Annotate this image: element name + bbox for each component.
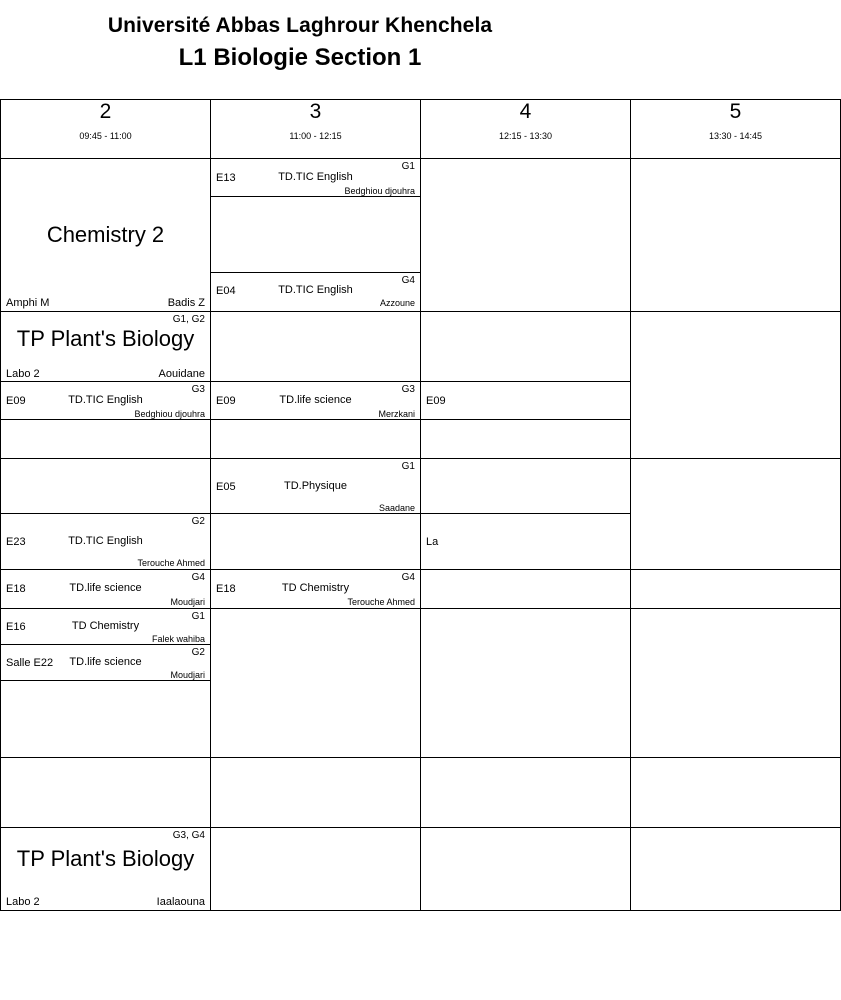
event-td-tic-english-g2[interactable] <box>1 514 210 569</box>
table-row <box>0 609 841 758</box>
event-td-chemistry-g4[interactable] <box>211 570 420 608</box>
event-room: E18 <box>216 583 236 595</box>
cell-subdivisions <box>211 459 420 569</box>
event-room: E16 <box>6 621 26 633</box>
event-tp-plants-biology[interactable] <box>1 312 210 382</box>
cell-r1-c2[interactable] <box>1 159 211 312</box>
slot-number: 5 <box>729 100 742 123</box>
table-row <box>0 828 841 911</box>
cell-r2-c4[interactable] <box>421 312 631 459</box>
event-teacher: Falek wahiba <box>151 634 205 644</box>
event-title: TD.life science <box>69 655 142 668</box>
cell-subdivisions <box>1 312 210 458</box>
event-room: E18 <box>6 583 26 595</box>
table-row <box>0 758 841 828</box>
event-title: TD.TIC English <box>68 393 143 406</box>
event-group: G2 <box>191 516 205 527</box>
column-header-4 <box>421 100 631 159</box>
event-title: TD Chemistry <box>281 581 350 594</box>
cell-subdivisions <box>1 459 210 569</box>
event-room: E09 <box>426 395 446 407</box>
cell-r5-c3[interactable] <box>211 609 421 758</box>
event-title: TD.Physique <box>284 479 347 492</box>
timetable-grid <box>0 99 841 911</box>
event-room: Labo 2 <box>6 368 40 380</box>
event-empty[interactable] <box>1 459 210 514</box>
event-room: E04 <box>216 285 236 297</box>
event-room-only[interactable] <box>421 382 630 420</box>
event-td-tic-english-g1[interactable] <box>211 159 420 197</box>
cell-r7-c4[interactable] <box>421 828 631 911</box>
event-teacher: Bedghiou djouhra <box>134 409 205 419</box>
table-row <box>0 159 841 312</box>
event-empty[interactable] <box>211 197 420 273</box>
event-title: Chemistry 2 <box>46 222 165 247</box>
event-title: TD.life science <box>279 393 352 406</box>
event-room: E09 <box>216 395 236 407</box>
column-header-2 <box>1 100 211 159</box>
cell-r3-c5[interactable] <box>631 459 841 570</box>
cell-r4-c3[interactable] <box>211 570 421 609</box>
event-title: TD.TIC English <box>68 534 143 547</box>
cell-subdivisions <box>1 609 210 757</box>
event-empty[interactable] <box>211 420 420 458</box>
event-room: Amphi M <box>6 297 50 309</box>
event-room: Salle E22 <box>6 657 54 669</box>
cell-r6-c3[interactable] <box>211 758 421 828</box>
cell-subdivisions <box>211 312 420 458</box>
event-title: TD.TIC English <box>278 283 353 296</box>
event-teacher: Iaalaouna <box>156 896 205 908</box>
table-row <box>0 459 841 570</box>
cell-r2-c3[interactable] <box>211 312 421 459</box>
event-teacher: Bedghiou djouhra <box>344 186 415 196</box>
event-room-partial[interactable] <box>421 514 630 569</box>
event-group: G3 <box>191 384 205 395</box>
cell-subdivisions <box>421 459 630 569</box>
cell-r2-c2[interactable] <box>1 312 211 459</box>
event-room: E05 <box>216 480 236 493</box>
event-group: G1, G2 <box>172 314 205 325</box>
cell-r7-c2[interactable] <box>1 828 211 911</box>
cell-r3-c3[interactable] <box>211 459 421 570</box>
event-teacher: Merzkani <box>378 409 415 419</box>
event-teacher: Aouidane <box>158 368 205 380</box>
cell-r7-c3[interactable] <box>211 828 421 911</box>
event-group: G3 <box>401 384 415 395</box>
event-group: G1 <box>401 161 415 172</box>
cell-r4-c5[interactable] <box>631 570 841 609</box>
slot-time: 13:30 - 14:45 <box>708 131 763 142</box>
event-empty[interactable] <box>211 514 420 569</box>
event-title: TD.life science <box>69 581 142 594</box>
table-row <box>0 570 841 609</box>
cell-r3-c2[interactable] <box>1 459 211 570</box>
event-teacher: Azzoune <box>379 298 415 308</box>
cell-r7-c5[interactable] <box>631 828 841 911</box>
event-teacher: Terouche Ahmed <box>137 558 205 568</box>
cell-subdivisions <box>421 312 630 458</box>
event-tp-plants-biology-g34[interactable] <box>1 828 210 910</box>
event-teacher: Moudjari <box>170 670 205 680</box>
event-group: G4 <box>191 572 205 583</box>
event-group: G4 <box>401 572 415 583</box>
cell-r4-c2[interactable] <box>1 570 211 609</box>
event-title: TD Chemistry <box>71 619 140 632</box>
event-empty[interactable] <box>421 459 630 514</box>
event-room: La <box>426 535 439 548</box>
event-room: Labo 2 <box>6 896 40 908</box>
column-header-3 <box>211 100 421 159</box>
university-name: Université Abbas Laghrour Khenchela <box>107 14 493 37</box>
event-td-chemistry-g1[interactable] <box>1 609 210 645</box>
page-title: L1 Biologie Section 1 <box>178 44 422 71</box>
cell-r5-c2[interactable] <box>1 609 211 758</box>
event-title: TD.TIC English <box>278 170 353 183</box>
event-teacher: Moudjari <box>170 597 205 607</box>
cell-r3-c4[interactable] <box>421 459 631 570</box>
event-empty[interactable] <box>421 420 630 458</box>
cell-r1-c4[interactable] <box>421 159 631 312</box>
table-header-row <box>0 100 841 159</box>
event-empty[interactable] <box>421 312 630 382</box>
event-title: TP Plant's Biology <box>16 846 195 872</box>
event-chemistry-2[interactable] <box>1 159 210 311</box>
cell-subdivisions <box>211 159 420 309</box>
event-td-life-science-g4[interactable] <box>1 570 210 608</box>
event-td-life-science-g2[interactable] <box>1 645 210 681</box>
event-title: TP Plant's Biology <box>16 325 195 351</box>
event-empty[interactable] <box>1 420 210 458</box>
cell-r6-c5[interactable] <box>631 758 841 828</box>
event-teacher: Terouche Ahmed <box>347 597 415 607</box>
event-td-tic-english-g3[interactable] <box>1 382 210 420</box>
event-room: E13 <box>216 172 236 184</box>
event-empty[interactable] <box>211 312 420 382</box>
event-teacher: Saadane <box>378 503 415 513</box>
slot-time: 12:15 - 13:30 <box>498 131 553 142</box>
event-empty[interactable] <box>1 681 210 757</box>
event-group: G3, G4 <box>172 830 205 841</box>
slot-time: 09:45 - 11:00 <box>79 131 132 142</box>
slot-number: 4 <box>519 100 532 123</box>
event-td-tic-english-g4[interactable] <box>211 273 420 309</box>
event-room: E23 <box>6 535 26 548</box>
slot-number: 3 <box>309 100 322 123</box>
cell-r6-c2[interactable] <box>1 758 211 828</box>
cell-r6-c4[interactable] <box>421 758 631 828</box>
slot-time: 11:00 - 12:15 <box>289 131 342 142</box>
cell-r5-c4[interactable] <box>421 609 631 758</box>
cell-r4-c4[interactable] <box>421 570 631 609</box>
event-td-physique-g1[interactable] <box>211 459 420 514</box>
table-row <box>0 312 841 459</box>
event-group: G1 <box>191 611 205 622</box>
event-group: G1 <box>401 461 415 472</box>
cell-r2-c5[interactable] <box>631 312 841 459</box>
event-room: E09 <box>6 395 26 407</box>
event-group: G4 <box>401 275 415 286</box>
slot-number: 2 <box>99 100 112 123</box>
cell-r5-c5[interactable] <box>631 609 841 758</box>
page-header <box>0 0 600 72</box>
cell-r1-c3[interactable] <box>211 159 421 312</box>
event-group: G2 <box>191 647 205 658</box>
event-teacher: Badis Z <box>167 297 205 309</box>
event-td-life-science-g3[interactable] <box>211 382 420 420</box>
column-header-5 <box>631 100 841 159</box>
cell-r1-c5[interactable] <box>631 159 841 312</box>
